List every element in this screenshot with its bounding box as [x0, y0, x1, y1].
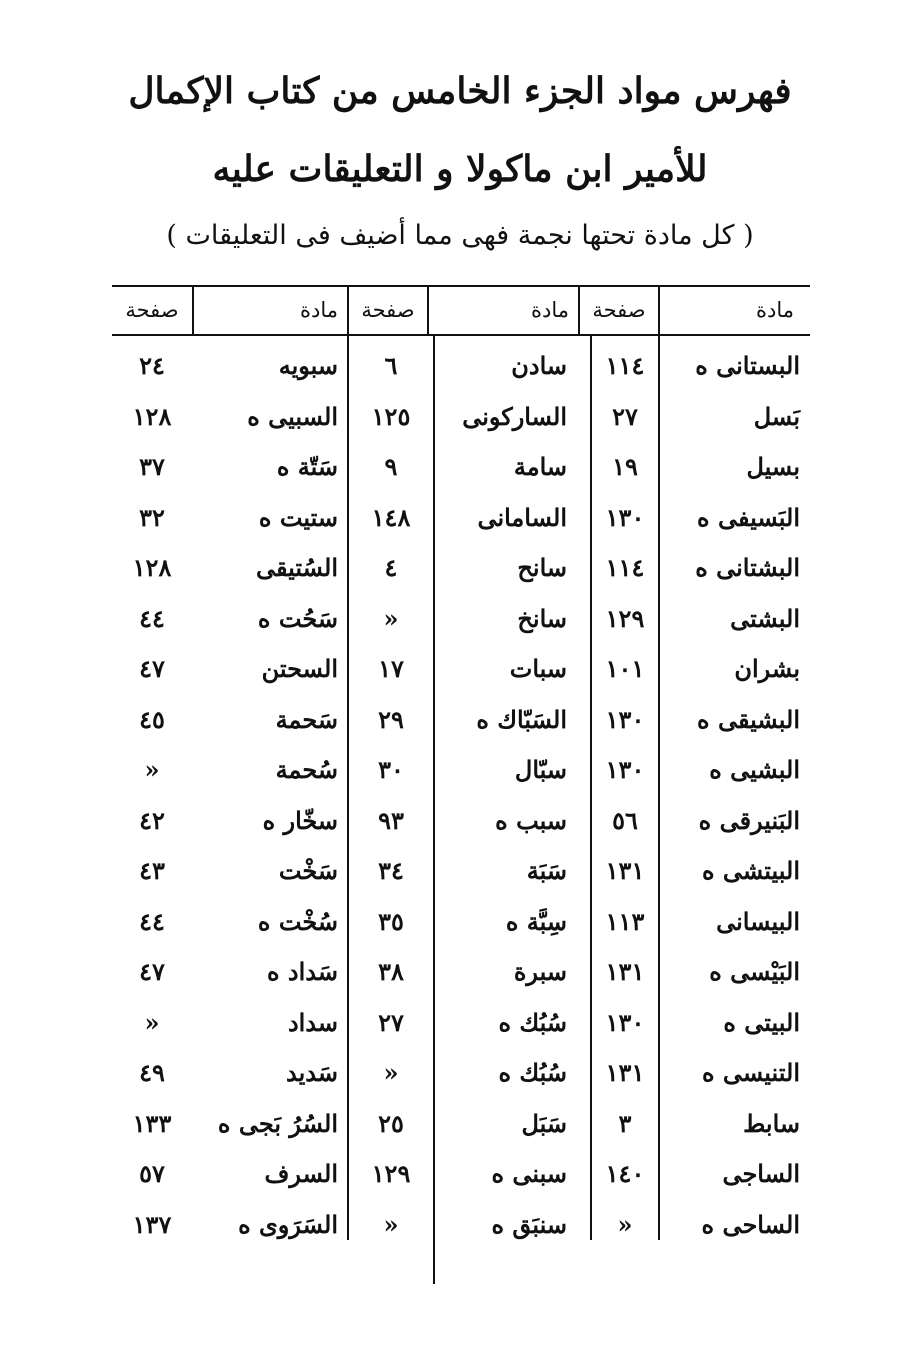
entry-page: »: [383, 1058, 399, 1087]
entry-page: ٤٣: [139, 856, 165, 885]
entry-name: سَخْت: [278, 856, 338, 885]
entry-page: ٤٧: [139, 957, 165, 986]
header-bottom-rule: [112, 334, 810, 336]
entry-page: »: [144, 755, 160, 784]
entry-name: البشيى ه: [709, 755, 800, 784]
entry-name: سَديد: [286, 1058, 338, 1087]
entry-page: ٦: [384, 351, 398, 380]
entry-name: البشتى: [730, 603, 800, 633]
entry-name: سبرة: [513, 957, 567, 986]
entry-name: بَسل: [753, 401, 800, 431]
entry-name: سبّال: [514, 755, 567, 784]
entry-page: ٣٥: [378, 906, 404, 936]
entry-name: سبات: [509, 654, 567, 683]
entry-name: سِبَّة ه: [505, 906, 567, 936]
entry-name: سَبَل: [521, 1108, 567, 1138]
entry-name: سَبَة: [526, 856, 567, 885]
entry-page: »: [617, 1209, 633, 1239]
entry-page: ١٤٨: [371, 502, 411, 532]
entry-page: ٣٧: [139, 452, 165, 481]
entry-name: سُبُك ه: [498, 1007, 567, 1037]
entry-name: السبيى ه: [247, 401, 338, 431]
entry-page: ٢٥: [378, 1108, 404, 1138]
entry-page: »: [144, 1007, 160, 1037]
entry-page: ١٢٨: [132, 553, 172, 582]
entry-page: »: [383, 1209, 399, 1239]
entry-name: سُخْت ه: [257, 906, 338, 936]
index-note: ( كل مادة تحتها نجمة فهى مما أضيف فى التعليقات ): [166, 220, 754, 251]
entry-page: ١٣١: [605, 856, 645, 885]
entry-page: ٣٢: [139, 502, 165, 532]
entry-name: ستيت ه: [258, 502, 338, 532]
entry-page: ١٣٠: [605, 1007, 645, 1037]
header-page-col2: صفحة: [361, 298, 415, 322]
header-name-col2: مادة: [530, 298, 569, 322]
entry-name: سَتّة ه: [276, 452, 338, 481]
entry-name: سخّار ه: [262, 805, 338, 835]
entry-page: ١٤٠: [605, 1159, 645, 1188]
entry-name: البَسيفى ه: [697, 502, 800, 532]
index-row: [0, 946, 920, 998]
entry-page: ١٩: [612, 452, 638, 481]
index-row: [0, 845, 920, 897]
index-row: [0, 340, 920, 392]
entry-page: ١٣١: [605, 1058, 645, 1087]
entry-page: ٥٦: [612, 805, 638, 835]
index-row: [0, 1199, 920, 1251]
entry-name: البيسانى: [716, 906, 800, 936]
index-row: [0, 744, 920, 796]
entry-page: ١٢٩: [371, 1159, 411, 1188]
entry-name: سانخ: [517, 603, 567, 633]
header-name-col1: مادة: [755, 298, 794, 322]
entry-name: سُبُك ه: [498, 1058, 567, 1087]
entry-name: سنبَق ه: [491, 1209, 567, 1239]
entry-page: ١٧: [378, 654, 404, 683]
entry-page: ١١٤: [605, 351, 645, 380]
entry-name: السَرَوى ه: [238, 1209, 338, 1239]
index-row: [0, 694, 920, 746]
header-top-rule: [112, 285, 810, 287]
entry-name: السُتيقى: [255, 553, 338, 582]
entry-page: ٤٢: [139, 805, 165, 835]
entry-name: سامة: [513, 452, 567, 481]
entry-name: السُرُ بَجى ه: [217, 1108, 338, 1138]
entry-page: ١٠١: [605, 654, 645, 683]
entry-name: بسيل: [746, 452, 800, 481]
entry-page: ٤٥: [139, 704, 165, 734]
entry-name: سَحُت ه: [257, 603, 338, 633]
entry-page: ٤٩: [139, 1058, 165, 1087]
entry-page: ٩٣: [378, 805, 404, 835]
entry-page: ١١٣: [605, 906, 645, 936]
entry-name: البيتشى ه: [701, 856, 800, 885]
header-name-col3: مادة: [299, 298, 338, 322]
entry-name: سُحمة: [275, 755, 338, 784]
index-row: [0, 896, 920, 948]
entry-page: ٤٧: [139, 654, 165, 683]
entry-name: السحتن: [261, 654, 338, 683]
entry-page: ٤: [384, 553, 398, 582]
header-page-col3: صفحة: [125, 298, 179, 322]
entry-name: البستانى ه: [695, 351, 800, 380]
index-row: [0, 593, 920, 645]
index-subtitle: للأمير ابن ماكولا و التعليقات عليه: [212, 148, 708, 190]
entry-name: الساركونى: [462, 401, 567, 431]
index-row: [0, 997, 920, 1049]
entry-page: ١٣١: [605, 957, 645, 986]
entry-page: »: [383, 603, 399, 633]
entry-name: سَداد ه: [267, 957, 338, 986]
entry-page: ١٣٠: [605, 704, 645, 734]
entry-name: السَبّاك ه: [476, 704, 567, 734]
index-row: [0, 542, 920, 594]
entry-page: ٤٤: [139, 603, 165, 633]
entry-page: ١٣٣: [132, 1108, 172, 1138]
entry-name: سانح: [517, 553, 567, 582]
entry-page: ٣٤: [378, 856, 404, 885]
entry-name: البشتانى ه: [695, 553, 800, 582]
entry-name: سبنى ه: [491, 1159, 567, 1188]
entry-page: ٢٤: [139, 351, 165, 380]
entry-page: ٣٨: [378, 957, 404, 986]
entry-name: البَيْسى ه: [709, 957, 800, 986]
index-row: [0, 492, 920, 544]
entry-page: ٥٧: [139, 1159, 165, 1188]
entry-name: سَحمة: [275, 704, 338, 734]
entry-name: التنيسى ه: [701, 1058, 800, 1087]
entry-page: ١١٤: [605, 553, 645, 582]
index-row: [0, 1098, 920, 1150]
entry-page: ١٣٠: [605, 755, 645, 784]
entry-name: السامانى: [477, 502, 567, 532]
entry-page: ١٢٩: [605, 603, 645, 633]
index-row: [0, 643, 920, 695]
entry-page: ١٣٠: [605, 502, 645, 532]
header-page-col1: صفحة: [592, 298, 646, 322]
entry-page: ٩: [384, 452, 398, 481]
entry-page: ٣٠: [378, 755, 404, 784]
entry-page: ١٣٧: [132, 1209, 172, 1239]
entry-page: ٤٤: [139, 906, 165, 936]
index-row: [0, 441, 920, 493]
entry-name: البيتى ه: [723, 1007, 800, 1037]
index-row: [0, 1148, 920, 1200]
entry-name: سابط: [743, 1108, 800, 1138]
entry-page: ١٢٥: [371, 401, 411, 431]
index-title: فهرس مواد الجزء الخامس من كتاب الإكمال: [128, 70, 792, 112]
entry-page: ٢٩: [378, 704, 404, 734]
entry-page: ٢٧: [378, 1007, 404, 1037]
index-row: [0, 391, 920, 443]
entry-name: الساحى ه: [701, 1209, 800, 1239]
entry-name: سداد: [287, 1007, 338, 1037]
entry-name: بشران: [734, 654, 800, 683]
entry-name: السرف: [264, 1159, 338, 1188]
entry-name: البَنيرقى ه: [698, 805, 800, 835]
entry-page: ٢٧: [612, 401, 638, 431]
index-row: [0, 795, 920, 847]
entry-name: سبب ه: [495, 805, 567, 835]
entry-page: ٣: [618, 1108, 632, 1138]
entry-name: سبويه: [278, 351, 338, 380]
entry-name: البشيقى ه: [697, 704, 800, 734]
entry-page: ١٢٨: [132, 401, 172, 431]
entry-name: سادن: [511, 351, 567, 380]
entry-name: الساجى: [722, 1159, 800, 1188]
index-row: [0, 1047, 920, 1099]
